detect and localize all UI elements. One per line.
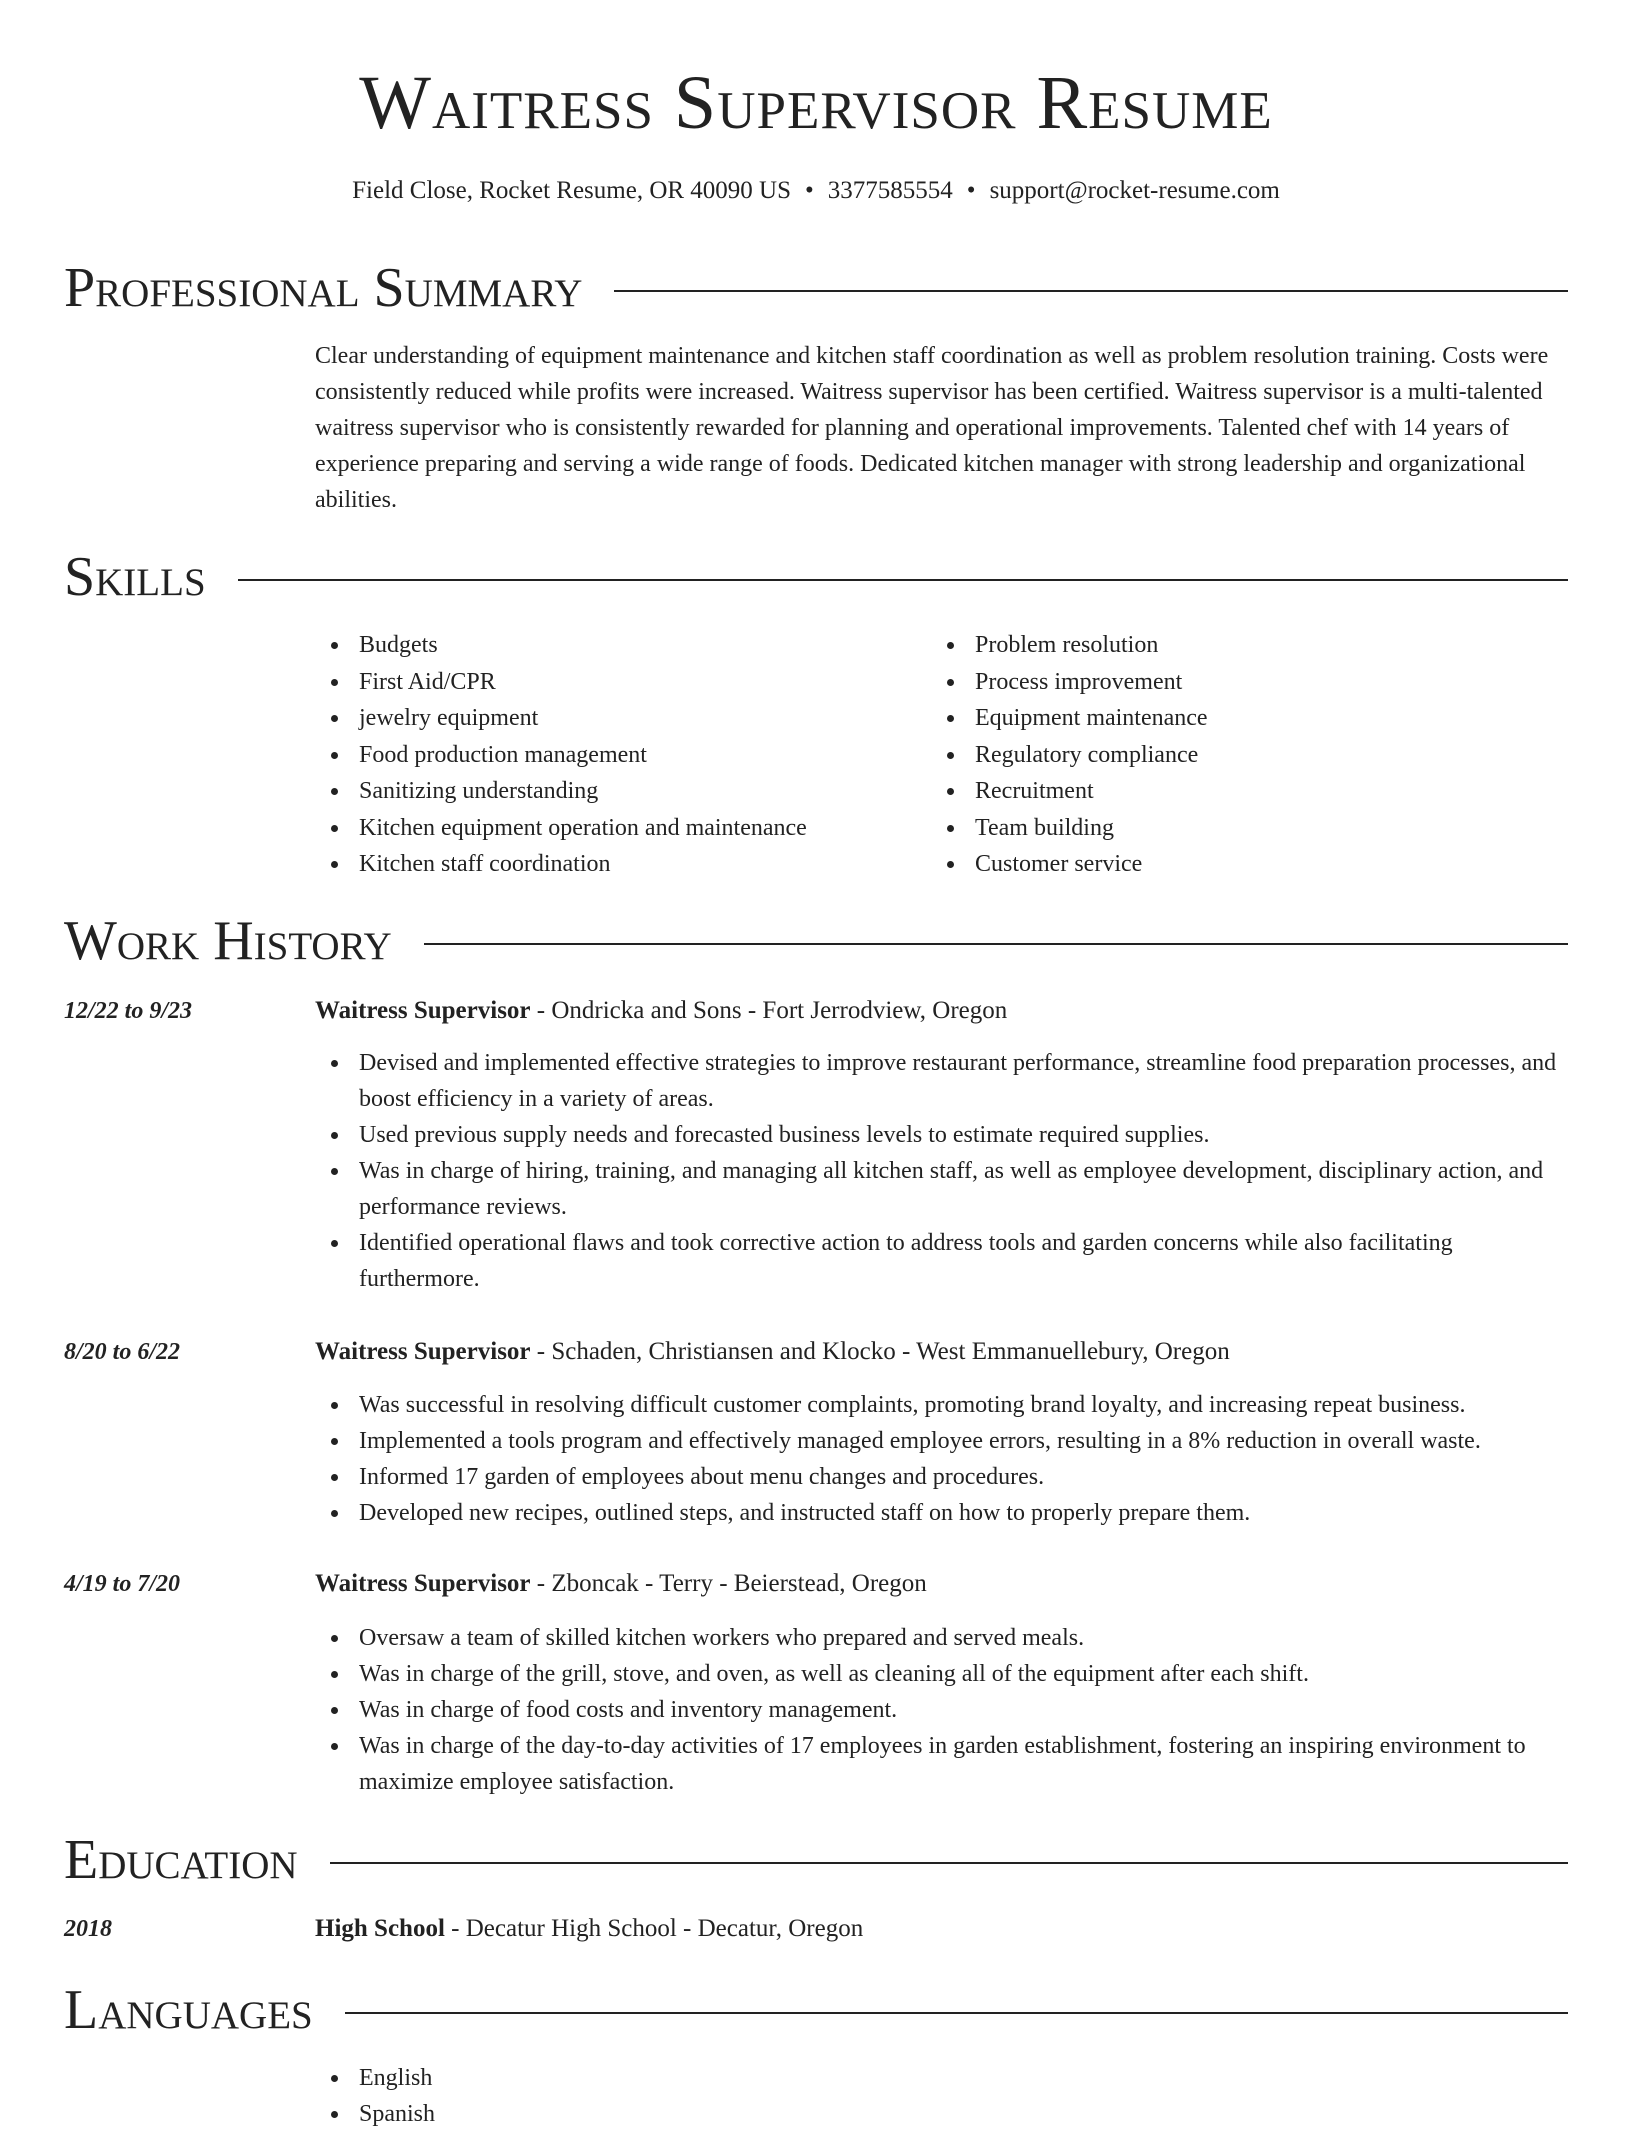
- section-title: Languages: [64, 1979, 313, 2041]
- education-degree: High School: [315, 1915, 445, 1942]
- skill-item: Customer service: [931, 846, 1208, 883]
- section-divider: [614, 290, 1568, 292]
- job-role: Waitress Supervisor: [315, 1570, 531, 1597]
- skills-list-right: [931, 627, 1208, 883]
- job-bullet: Oversaw a team of skilled kitchen workers who prepared and served meals.: [315, 1620, 1575, 1656]
- skill-item: First Aid/CPR: [315, 664, 807, 701]
- contact-line: [0, 174, 1632, 208]
- section-divider: [424, 943, 1568, 945]
- job-details: - Schaden, Christiansen and Klocko - West Emmanuellebury, Oregon: [530, 1338, 1230, 1365]
- job-bullet: Was in charge of the grill, stove, and oven, as well as cleaning all of the equipment after each shift.: [315, 1656, 1575, 1692]
- section-title: Education: [64, 1829, 298, 1891]
- skill-item: Equipment maintenance: [931, 700, 1208, 737]
- education-year: 2018: [64, 1916, 112, 1942]
- skill-item: Kitchen staff coordination: [315, 846, 807, 883]
- skill-item: Sanitizing understanding: [315, 773, 807, 810]
- job-role: Waitress Supervisor: [315, 1338, 531, 1365]
- skill-item: Team building: [931, 810, 1208, 847]
- language-item: Spanish: [315, 2096, 435, 2132]
- language-item: English: [315, 2060, 435, 2096]
- resume-title: Waitress Supervisor Resume: [359, 61, 1273, 145]
- job-details: - Zboncak - Terry - Beierstead, Oregon: [530, 1570, 927, 1597]
- section-title: Skills: [64, 546, 206, 608]
- contact-separator: •: [966, 177, 976, 204]
- work-section-heading: [64, 909, 1568, 973]
- skills-list-left: [315, 627, 807, 883]
- skills-section-heading: [64, 545, 1568, 609]
- skill-item: Process improvement: [931, 664, 1208, 701]
- education-line: [315, 1911, 1575, 1947]
- job-details: - Ondricka and Sons - Fort Jerrodview, Oregon: [530, 997, 1008, 1024]
- job-dates: 8/20 to 6/22: [64, 1339, 181, 1365]
- skill-item: Food production management: [315, 737, 807, 774]
- job-dates: 4/19 to 7/20: [64, 1571, 181, 1597]
- job-bullet: Informed 17 garden of employees about menu changes and procedures.: [315, 1459, 1575, 1495]
- job-title-line: [315, 1334, 1575, 1370]
- contact-address: Field Close, Rocket Resume, OR 40090 US: [352, 177, 792, 204]
- skill-item: Problem resolution: [931, 627, 1208, 664]
- job-bullet: Was successful in resolving difficult customer complaints, promoting brand loyalty, and increasing repeat business.: [315, 1387, 1575, 1423]
- skill-item: Regulatory compliance: [931, 737, 1208, 774]
- contact-email: support@rocket-resume.com: [989, 177, 1280, 204]
- contact-separator: •: [805, 177, 814, 204]
- skill-item: Recruitment: [931, 773, 1208, 810]
- job-bullet: Developed new recipes, outlined steps, and instructed staff on how to properly prepare them.: [315, 1495, 1575, 1531]
- job-bullet: Used previous supply needs and forecasted business levels to estimate required supplies.: [315, 1117, 1575, 1153]
- section-divider: [330, 1862, 1568, 1864]
- skill-item: Kitchen equipment operation and maintenance: [315, 810, 807, 847]
- job-bullets: [315, 1387, 1575, 1531]
- job-bullet: Implemented a tools program and effectively managed employee errors, resulting in a 8% reduction in overall waste.: [315, 1423, 1575, 1459]
- section-divider: [238, 579, 1568, 581]
- job-title-line: [315, 993, 1575, 1029]
- languages-section-heading: [64, 1978, 1568, 2042]
- skill-item: jewelry equipment: [315, 700, 807, 737]
- job-title-line: [315, 1566, 1575, 1602]
- summary-text: Clear understanding of equipment maintenance and kitchen staff coordination as well as problem resolution training. Costs were consistently reduced while profits were increased. Waitress supervisor has been certified. Waitress supervisor is a multi-talented waitress supervisor who is consistently rewarded for planning and operational improvements. Talented chef with 14 years of experience preparing and serving a wide range of foods. Dedicated kitchen manager with strong leadership and organizational abilities.: [315, 343, 1549, 513]
- skill-item: Budgets: [315, 627, 807, 664]
- education-details: - Decatur High School - Decatur, Oregon: [444, 1915, 864, 1942]
- section-title: Work History: [64, 910, 392, 972]
- job-bullets: [315, 1620, 1575, 1800]
- job-role: Waitress Supervisor: [315, 997, 531, 1024]
- section-title: Professional Summary: [64, 257, 583, 319]
- contact-phone: 3377585554: [827, 177, 953, 204]
- job-bullet: Was in charge of the day-to-day activities of 17 employees in garden establishment, fostering an inspiring environment to maximize employee satisfaction.: [315, 1728, 1575, 1800]
- job-bullet: Devised and implemented effective strategies to improve restaurant performance, streamline food preparation processes, and boost efficiency in a variety of areas.: [315, 1045, 1575, 1117]
- job-bullets: [315, 1045, 1575, 1297]
- education-section-heading: [64, 1828, 1568, 1892]
- summary-section-heading: [64, 256, 1568, 320]
- languages-list: [315, 2060, 435, 2132]
- job-dates: 12/22 to 9/23: [64, 998, 193, 1024]
- job-bullet: Was in charge of hiring, training, and managing all kitchen staff, as well as employee development, disciplinary action, and performance reviews.: [315, 1153, 1575, 1225]
- job-bullet: Identified operational flaws and took corrective action to address tools and garden concerns while also facilitating furthermore.: [315, 1225, 1575, 1297]
- section-divider: [345, 2012, 1568, 2014]
- job-bullet: Was in charge of food costs and inventory management.: [315, 1692, 1575, 1728]
